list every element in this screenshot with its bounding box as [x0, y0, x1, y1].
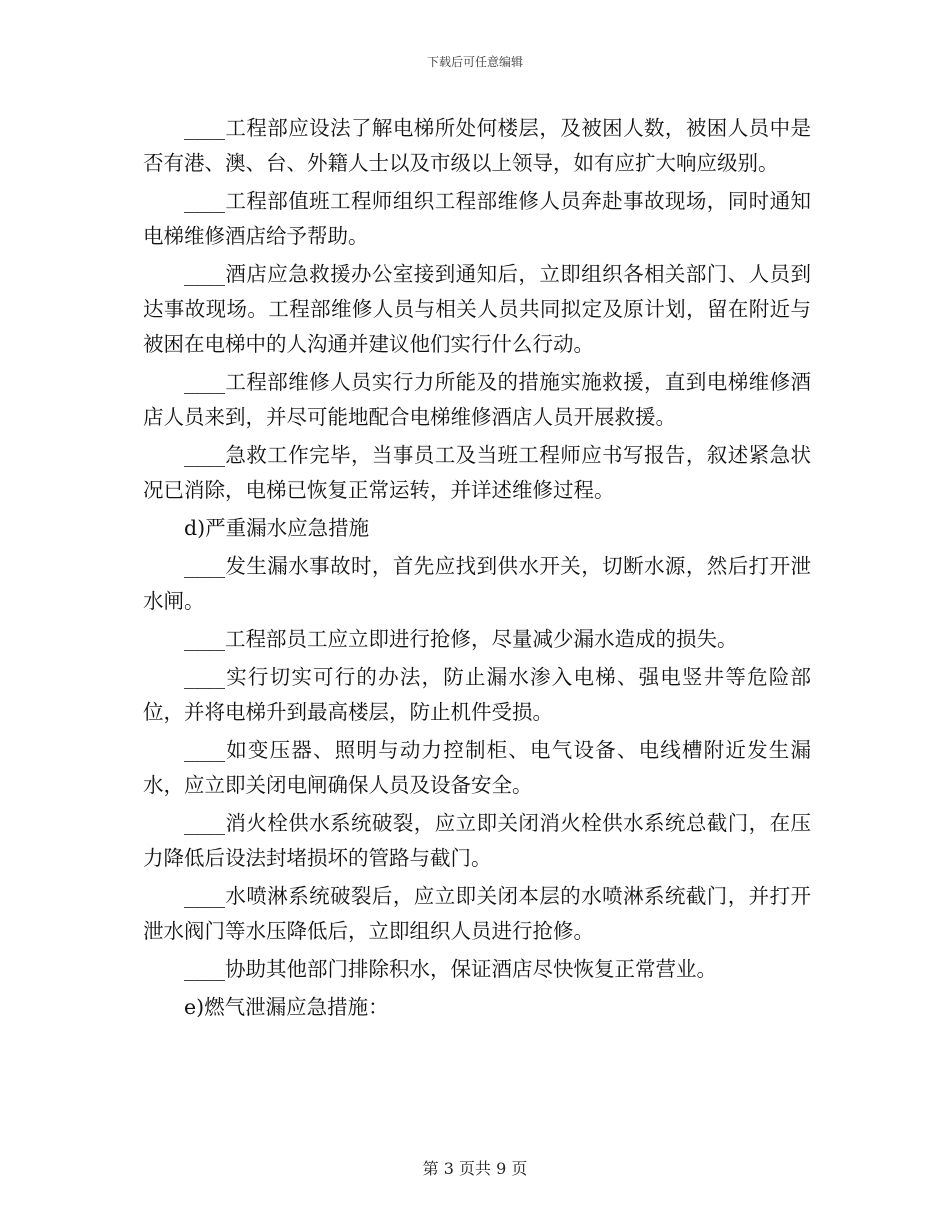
paragraph-engineer-dispatch: ____工程部值班工程师组织工程部维修人员奔赴事故现场，同时通知电梯维修酒店给予帮助。	[143, 189, 811, 248]
paragraph-repair: ____工程部员工应立即进行抢修，尽量减少漏水造成的损失。	[184, 627, 738, 651]
page-number: 第 3 页共 9 页	[422, 1159, 528, 1178]
paragraph-sprinkler: ____水喷淋系统破裂后，应立即关闭本层的水喷淋系统截门，并打开泄水阀门等水压降低后，立即组织人员进行抢修。	[143, 884, 811, 943]
page-header: 下载后可任意编辑	[426, 55, 523, 69]
paragraph-prevent-seepage: ____实行切实可行的办法，防止漏水渗入电梯、强电竖井等危险部位，并将电梯升到最高楼层，防止机件受损。	[143, 665, 811, 724]
paragraph-shut-water: ____发生漏水事故时，首先应找到供水开关，切断水源，然后打开泄水闸。	[143, 554, 811, 613]
paragraph-report: ____急救工作完毕，当事员工及当班工程师应书写报告，叙述紧急状况已消除，电梯已恢复正常运转，并详述维修过程。	[143, 443, 811, 502]
section-heading-gas-leak: e)燃气泄漏应急措施：	[184, 995, 389, 1019]
document-body	[143, 111, 811, 1028]
paragraph-rescue-measures: ____工程部维修人员实行力所能及的措施实施救援，直到电梯维修酒店人员来到，并尽可能地配合电梯维修酒店人员开展救援。	[143, 370, 811, 429]
paragraph-hydrant: ____消火栓供水系统破裂，应立即关闭消火栓供水系统总截门，在压力降低后设法封堵损坏的管路与截门。	[143, 811, 811, 870]
paragraph-drain: ____协助其他部门排除积水，保证酒店尽快恢复正常营业。	[184, 957, 717, 981]
section-heading-water-leak: d)严重漏水应急措施	[184, 516, 370, 540]
paragraph-emergency-office: ____酒店应急救援办公室接到通知后，立即组织各相关部门、人员到达事故现场。工程部维修人员与相关人员共同拟定及原计划，留在附近与被困在电梯中的人沟通并建议他们实行什么行动。	[143, 262, 811, 356]
paragraph-electrical-safety: ____如变压器、照明与动力控制柜、电气设备、电线槽附近发生漏水，应立即关闭电闸确保人员及设备安全。	[143, 738, 811, 797]
paragraph-elevator-floor: ____工程部应设法了解电梯所处何楼层，及被困人数，被困人员中是否有港、澳、台、外籍人士以及市级以上领导，如有应扩大响应级别。	[143, 116, 811, 175]
